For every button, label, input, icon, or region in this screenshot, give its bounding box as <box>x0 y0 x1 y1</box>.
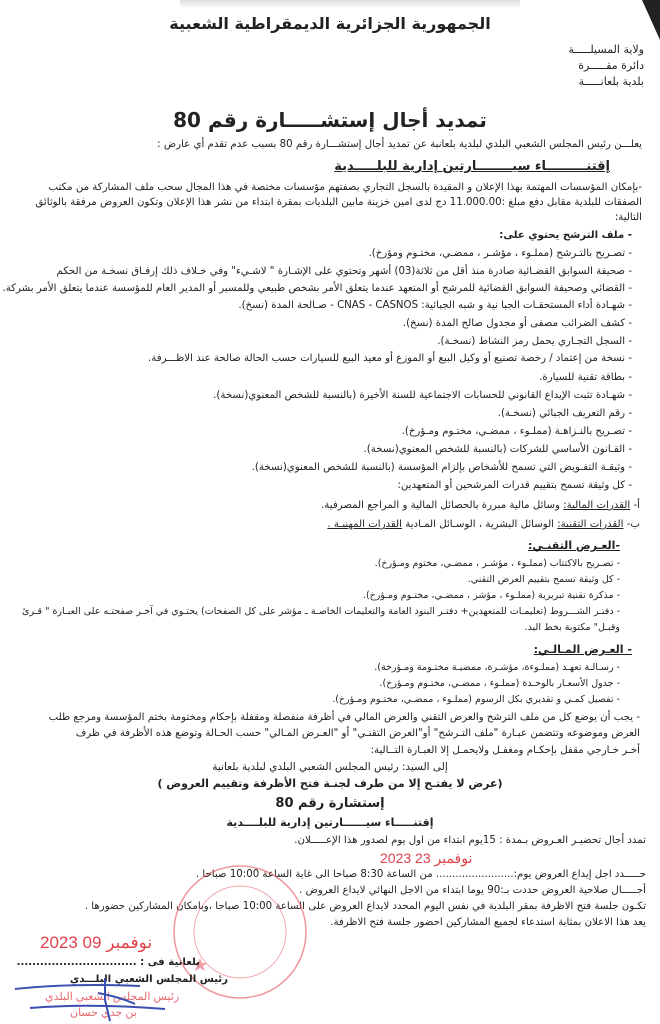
financial-item: - رسـالـة تعهـد (مملـوءة، مؤشـرة، ممضيـة مختـومة ومـؤرخة). <box>374 662 620 673</box>
dossier-item: - تصـريح بالتـرشح (مملـوء ، مؤشـر ، ممضـي، مختـوم ومؤرخ). <box>369 247 632 261</box>
label: أ- <box>633 500 640 511</box>
sign-date-stamp: 2023 نوفمبر 09 <box>40 933 153 952</box>
commune: بلدية بلعانـــــة <box>578 75 644 88</box>
intro-line: -بإمكان المؤسسات المهتمة بهذا الإعلان و المقيدة بالسجل التجاري بصفتهم مؤسسات مختصة في هذا المجال سحب ملف المشاركة من مكتب <box>48 182 642 193</box>
capacity-title: القدرات التقنية: <box>557 519 624 530</box>
signature-stamp-line: بن جدي حسان <box>70 1007 137 1019</box>
intro-line: التالية: <box>614 212 642 223</box>
dossier-item: - وثيقـة التفـويض التي تسمح للأشخاص بإلزام المؤسسة (بالنسبة للشخص المعنوي(نسخة). <box>252 461 632 475</box>
deadline-line: يعد هذا الاعلان بمثابة استدعاء لجميع المشاركين احضور جلسة فتح الاظرفة. <box>330 917 646 928</box>
intro-line: الصفقات للبلدية مقابل دفع مبلغ :11.000.00 دج لدى امين خزينة مابين البلديات بمقرة ابتداء من نشر هذا الإعلان وتكون العروض مرفقة بالوثائق <box>35 197 642 208</box>
technical-heading: -العـرض التقنـي: <box>528 539 620 552</box>
envelope-line: العرض وموضوعه وتتضمن عبـارة "ملف التـرشح" أو"العرض التقنـي" أو "العـرض المـالي" حسب الحـالة وتوضع هذه الأظرفة في ظرف <box>75 728 640 739</box>
page-title: تمديد أجال إستشـــــارة رقم 80 <box>173 108 487 132</box>
dossier-item: - القـانون الأساسي للشركات (بالنسبة للشخص المعنوي(نسخة). <box>364 443 632 457</box>
technical-item: وقبـل" مكتوبة بخط اليد. <box>524 622 620 633</box>
republic-header: الجمهورية الجزائرية الديمقراطية الشعبية <box>169 14 491 33</box>
wilaya: ولاية المسيلـــــة <box>568 43 644 56</box>
dossier-item: - رقم التعريف الجبائي (نسخـة). <box>498 407 632 421</box>
dossier-item: - بطاقة تقنية للسيارة. <box>539 371 632 385</box>
financial-item: - جدول الأسعـار بالوحـدة (مملـوء ، ممضـي، مختـوم ومـؤرخ). <box>379 678 620 689</box>
deadline-line: حـــــدد اجل إيداع العروض يوم:........................ من الساعة 8:30 صباحا الى غاية الساعة 10:00 صباحا . <box>195 869 646 880</box>
capacity-title: القدرات المهنيـة . <box>327 519 402 530</box>
dossier-item: - شهـادة تثبت الإيداع القانوني للحسابات الاجتماعية للسنة الأخيرة (بالنسبة للشخص المعنوي(نسخة). <box>213 389 632 403</box>
capacity-financial <box>321 499 640 513</box>
technical-item: - كل وثيقة تسمح بتقييم العرض التقني. <box>467 574 620 585</box>
signature-role: رئيس المجلس الشعبي البلـــدي <box>69 974 228 985</box>
dossier-item: - تصـريح بالنـزاهـة (مملـوء ، ممضـي، مختـوم ومـؤرخ). <box>402 425 632 439</box>
announcement: يعلـــن رئيس المجلس الشعبي البلدي لبلدية بلعانبة عن تمديد أجال إستشـــارة رقم 80 بسبب عدم تقدم أي عارض : <box>157 139 642 150</box>
deposit-date-stamp: 2023 نوفمبر 23 <box>380 850 473 866</box>
handwritten-signature-icon <box>10 975 170 1024</box>
signature-place: بلعانية فى : ............................... <box>16 957 200 968</box>
technical-item: - تصـريح بالاكتتاب (مملـوء ، مؤشـر ، ممضـي، مختوم ومـؤرخ). <box>374 558 620 569</box>
signature-stamp-line: رئيس المجلس الشعبي البلدي <box>45 991 180 1003</box>
label: ب- <box>626 519 640 530</box>
capacity-technical <box>327 518 640 532</box>
financial-heading: - العـرض المـالـي: <box>534 643 632 657</box>
scan-shadow <box>180 0 520 8</box>
dossier-item: - كشف الضرائب مصفى أو مجدول صالح المدة (نسخ). <box>403 317 632 331</box>
dossier-item: - نسخة من إعتماد / رخصة تصنيع أو وكيل البيع أو الموزع أو معيد البيع للسيارات حسب الحالة صالحة عند الاظـــرفة. <box>148 352 632 366</box>
capacity-title: القدرات المالية: <box>563 500 631 511</box>
dossier-item: - السجل التجـاري يحمل رمز النشاط (نسخـة). <box>437 335 632 349</box>
financial-item: - تفصيل كمـي و تقديري بكل الرسوم (مملـوء ، ممضـي، مختـوم ومـؤرخ). <box>332 694 620 705</box>
address-to: إلى السيد: رئيس المجلس الشعبي البلدي لبلدية بلعانية <box>212 761 448 773</box>
deadline-line: أجـــــال صلاحية العروض حددت بـ:90 يوما ابتداء من الاجل النهائي لايداع العروض . <box>299 885 646 896</box>
capacity-text: الوسائل البشرية ، الوسـائل المـادية <box>402 519 558 530</box>
daira: دائرة مقـــــرة <box>578 59 644 72</box>
dossier-item: - كل وثيقة تسمح بتقييم قدرات المرشحين أو المتعهدين: <box>397 479 632 493</box>
envelope-line: - يجب أن يوضع كل من ملف الترشح والعرض التقني والعرض المالي في أظرفة منفصلة ومقفلة بإحكام ومختومة بختم المؤسسة ومرجع طلب <box>48 712 640 723</box>
dossier-heading: - ملف الترشح يحتوي على: <box>499 229 632 243</box>
address-ref: إستشارة رقم 80 <box>275 796 385 811</box>
dossier-item: - شهـادة أداء المستحقـات الجبا نية و شبه الجبائية: CNAS - CASNOS - صـالحة المدة (نسخ). <box>238 299 632 313</box>
capacity-text: وسائل مالية مبررة بالحصائل المالية و المراجع المصرفية. <box>321 500 564 511</box>
subject-heading: إقتنـــــــــاء سيــــــــارتين إدارية للبلـــــدية <box>334 159 610 174</box>
dossier-item: - صحيفة السوابق القضـائية صادرة منذ أقل من ثلاثة(03) أشهر وتحتوي على الإشـارة " لاشـيء" وفي خـلاف ذلك إرفـاق نسخـة من الحكم <box>56 265 632 279</box>
envelope-line: أخـر خـارجي مقفل بإحكـام ومغفـل ولايحمـل إلا العبـارة التــالية: <box>370 745 640 756</box>
deadline-line: تمدد أجال تحضيـر العـروض بـمدة : 15يوم ابتداء من اول يوم لصدور هذا الإعـــــلان. <box>294 835 646 846</box>
deadline-line: تكـون جلسة فتح الاظرفة بمقر البلدية في نفس اليوم المحدد لايداع العروض على الساعة 10:00 صباحا ،وبامكان المشاركين حضورها . <box>84 901 646 912</box>
technical-item: - مذكرة تقنية تبريرية (مملـوء ، مؤشر ، ممضـي، مختـوم ومـؤرخ). <box>362 590 620 601</box>
dossier-item: - القضائي وصحيفة السوابق القضائية للمرشح أو المتعهد عندما يتعلق الأمر بشخص طبيعي وللمسير أو المدير العام للمؤسسة عندما يتعلق الأمر بشركة. <box>2 282 632 296</box>
address-note: (عرض لا يفتـح إلا من طرف لجنـة فتح الأظرفة وتقييم العروض ) <box>157 777 503 790</box>
address-subject: إقتنـــــاء سيــــــارتين إدارية للبلــــدية <box>226 816 434 829</box>
technical-item: - دفتـر الشـــروط (تعليمـات للمتعهدين+ دفتـر البنود العامة والتعليمات الخاصـة ـ مؤشر على كل الصفحات) يحتـوي في آخـر صفحتـه على العبـارة " قـرئ <box>22 606 620 617</box>
